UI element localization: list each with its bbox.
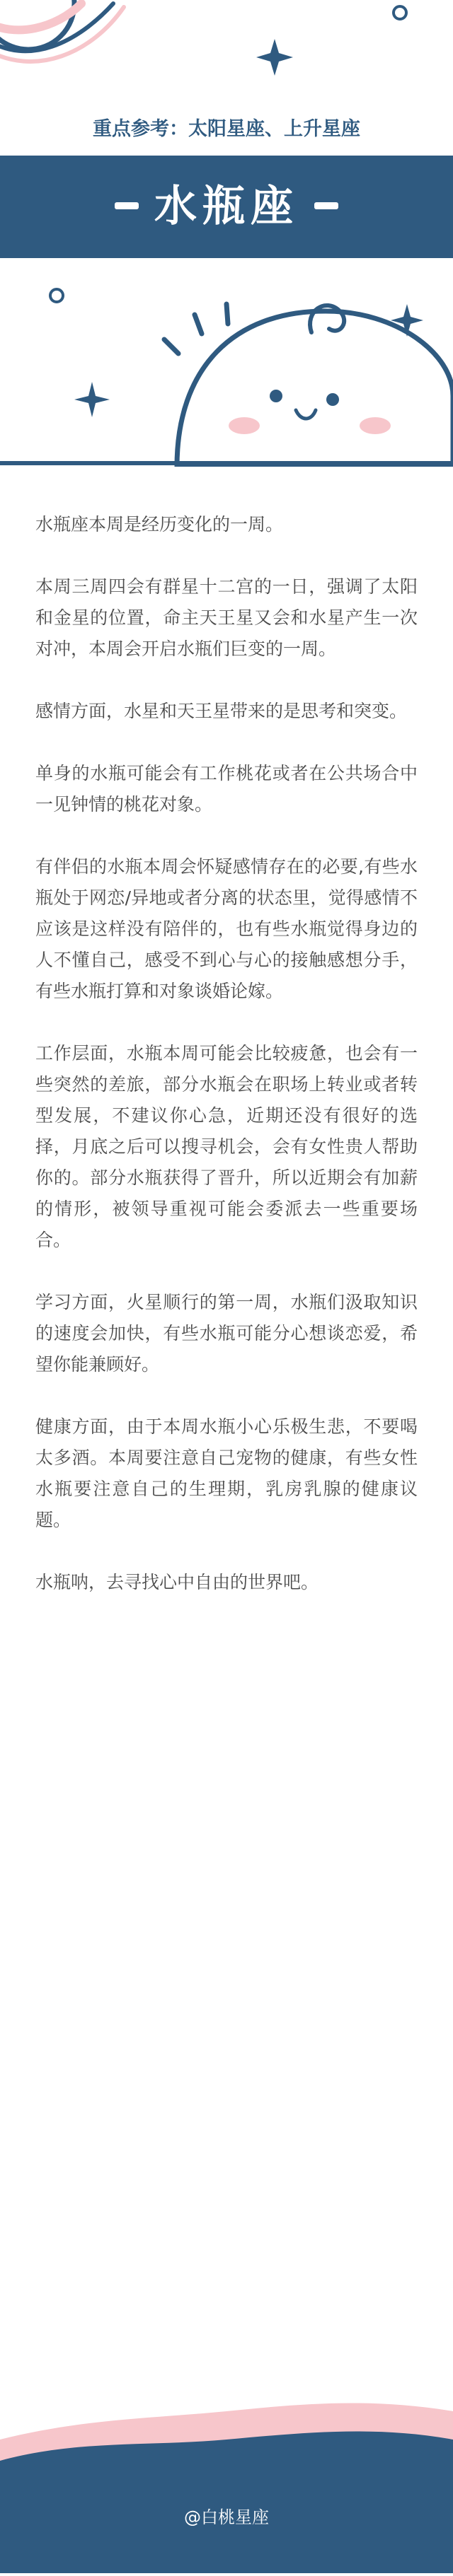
paragraph: 健康方面，由于本周水瓶小心乐极生悲，不要喝太多酒。本周要注意自己宠物的健康，有些女性水瓶要注意自己的生理期，乳房乳腺的健康议题。: [35, 1416, 418, 1530]
rays-icon: [164, 304, 228, 354]
title-dash-left: [115, 202, 139, 209]
sparkle-icon: [256, 39, 293, 76]
paragraph: 单身的水瓶可能会有工作桃花或者在公共场合中一见钟情的桃花对象。: [35, 763, 418, 815]
page-title: [0, 156, 453, 258]
dot-icon: [50, 289, 63, 302]
paragraph: 学习方面，火星顺行的第一周，水瓶们汲取知识的速度会加快，有些水瓶可能分心想谈恋爱，希望你能兼顾好。: [35, 1292, 418, 1375]
paragraph: 水瓶座本周是经历变化的一周。: [35, 514, 284, 535]
paragraph: 有伴侣的水瓶本周会怀疑感情存在的必要,有些水瓶处于网恋/异地或者分离的状态里，觉得感情不应该是这样没有陪伴的，也有些水瓶觉得身边的人不懂自己，感受不到心与心的接触感想分手，有些水瓶打算和对象谈婚论嫁。: [35, 856, 418, 1001]
paragraph: 本周三周四会有群星十二宫的一日，强调了太阳和金星的位置，命主天王星又会和水星产生一次对冲，本周会开启水瓶们巨变的一周。: [35, 576, 418, 659]
cloud-face-illustration: [177, 305, 453, 467]
title-band: [0, 156, 453, 258]
sparkle-icon: [74, 382, 110, 417]
footer-credit: @白桃星座: [184, 2507, 269, 2527]
title-dash-right: [314, 202, 338, 209]
paragraph: 工作层面，水瓶本周可能会比较疲惫，也会有一些突然的差旅，部分水瓶会在职场上转业或者转型发展，不建议你心急，近期还没有很好的选择，月底之后可以搜寻机会，会有女性贵人帮助你的。部分水瓶获得了晋升，所以近期会有加薪的情形，被领导重视可能会委派去一些重要场合。: [35, 1043, 418, 1250]
wave-art: [0, 2390, 453, 2573]
header-illustration: [0, 0, 453, 467]
title-text: 水瓶座: [154, 182, 299, 231]
paragraph: 感情方面，水星和天王星带来的是思考和突变。: [35, 701, 408, 721]
reference-subtitle: 重点参考：太阳星座、上升星座: [93, 118, 360, 140]
article-body: [35, 509, 418, 1629]
dot-icon: [394, 6, 406, 19]
planet-icon: [0, 0, 124, 62]
paragraph: 水瓶呐，去寻找心中自由的世界吧。: [35, 1572, 319, 1592]
footer-waves: [0, 2390, 453, 2573]
